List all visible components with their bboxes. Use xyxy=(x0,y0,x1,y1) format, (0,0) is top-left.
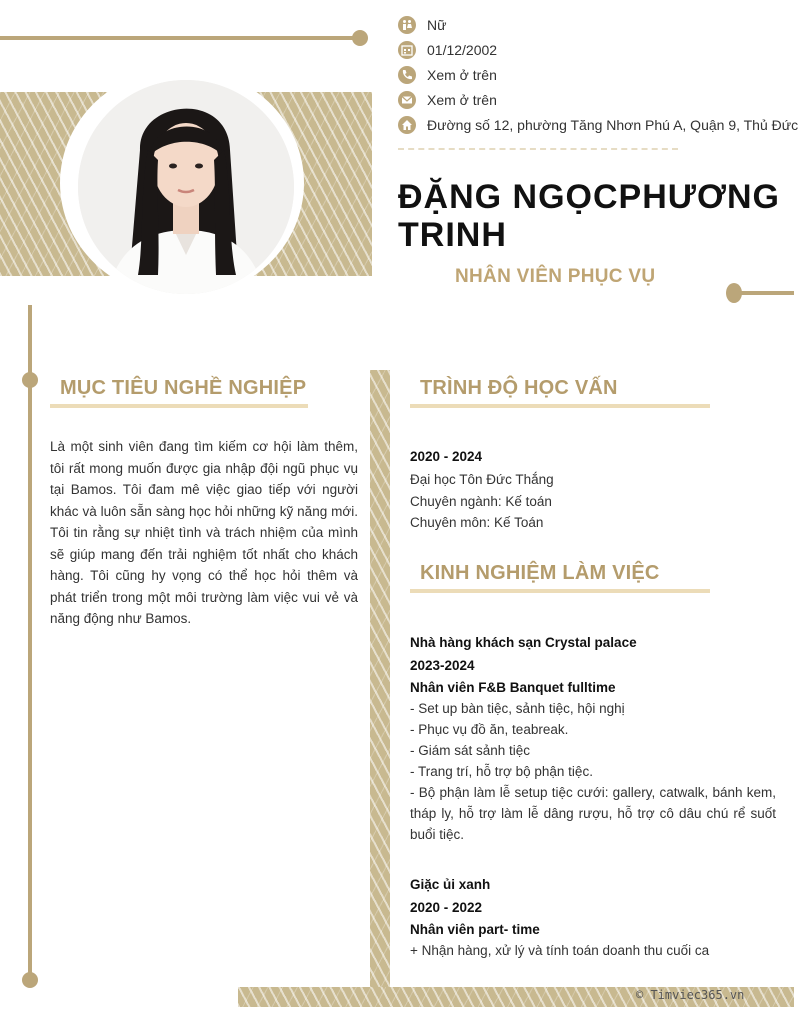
home-icon xyxy=(398,116,416,134)
job-2-role: Nhân viên part- time xyxy=(410,922,540,937)
candidate-name: ĐẶNG NGỌCPHƯƠNG TRINH xyxy=(398,178,780,254)
job-1-detail: - Giám sát sảnh tiệc xyxy=(410,743,531,758)
experience-heading: KINH NGHIỆM LÀM VIỆC xyxy=(420,562,660,584)
education-period: 2020 - 2024 xyxy=(410,449,483,464)
left-timeline-line xyxy=(28,305,32,980)
experience-underline xyxy=(410,589,710,593)
job-2-detail: + Nhận hàng, xử lý và tính toán doanh thu cuối ca xyxy=(410,943,710,958)
contact-divider xyxy=(398,148,678,150)
objective-text: Là một sinh viên đang tìm kiếm cơ hội làm thêm, tôi rất mong muốn được gia nhập đội ngũ phục vụ tại Bamos. Tôi đam mê việc giao tiếp với người khác và luôn sẵn sàng học hỏi những kỹ năng mới. Tôi tin rằng sự nhiệt tình và trách nhiệm của mình sẽ giúp mang đến trải nghiệm tốt nhất cho khách hàng. Tôi cũng hy vọng có thể học hỏi thêm và phát triển trong một môi trường làm việc vui vẻ và năng động như Bamos. xyxy=(50,439,358,626)
objective-heading: MỤC TIÊU NGHỀ NGHIỆP xyxy=(60,377,307,399)
top-decor-line xyxy=(0,36,360,40)
address-text: Đường số 12, phường Tăng Nhơn Phú A, Quận 9, Thủ Đức xyxy=(427,117,799,133)
education-school: Đại học Tôn Đức Thắng xyxy=(410,472,554,487)
email-text: Xem ở trên xyxy=(427,92,497,108)
gender-icon xyxy=(398,16,416,34)
job-2-period: 2020 - 2022 xyxy=(410,900,483,915)
job-1-period: 2023-2024 xyxy=(410,658,475,673)
job-1-company: Nhà hàng khách sạn Crystal palace xyxy=(410,635,637,650)
top-decor-dot xyxy=(352,30,368,46)
left-timeline-dot-bottom xyxy=(22,972,38,988)
portrait-photo xyxy=(78,80,294,294)
objective-underline xyxy=(50,404,308,408)
education-specialty: Chuyên môn: Kế Toán xyxy=(410,515,544,530)
education-underline xyxy=(410,404,710,408)
education-heading: TRÌNH ĐỘ HỌC VẤN xyxy=(420,377,618,399)
envelope-icon xyxy=(398,91,416,109)
job-1-detail: - Phục vụ đồ ăn, teabreak. xyxy=(410,722,569,737)
job-1-detail: - Set up bàn tiệc, sảnh tiệc, hội nghị xyxy=(410,701,625,716)
contact-phone xyxy=(398,65,497,85)
phone-text: Xem ở trên xyxy=(427,67,497,83)
contact-email xyxy=(398,90,497,110)
job-1-detail: - Trang trí, hỗ trợ bộ phận tiệc. xyxy=(410,764,593,779)
contact-birthdate xyxy=(398,40,497,60)
contact-address xyxy=(398,115,798,135)
center-divider-column xyxy=(370,370,390,990)
calendar-icon xyxy=(398,41,416,59)
education-major: Chuyên ngành: Kế toán xyxy=(410,494,552,509)
contact-gender xyxy=(398,15,446,35)
left-timeline-dot-top xyxy=(22,372,38,388)
phone-icon xyxy=(398,66,416,84)
title-decor-line xyxy=(734,291,794,295)
birthdate-text: 01/12/2002 xyxy=(427,42,498,58)
job-2-company: Giặc ủi xanh xyxy=(410,877,491,892)
job-title: NHÂN VIÊN PHỤC VỤ xyxy=(455,266,656,287)
avatar xyxy=(78,80,294,294)
job-1-role: Nhân viên F&B Banquet fulltime xyxy=(410,680,616,695)
title-decor-dot xyxy=(726,283,742,303)
job-1-detail: - Bộ phận làm lễ setup tiệc cưới: gallery, catwalk, bánh kem, tháp ly, hỗ trợ làm lễ dâng rượu, hỗ trợ cô dâu chú rể suốt buổi tiệc. xyxy=(410,785,776,842)
watermark: © Timviec365.vn xyxy=(636,988,745,1002)
gender-text: Nữ xyxy=(427,17,447,33)
